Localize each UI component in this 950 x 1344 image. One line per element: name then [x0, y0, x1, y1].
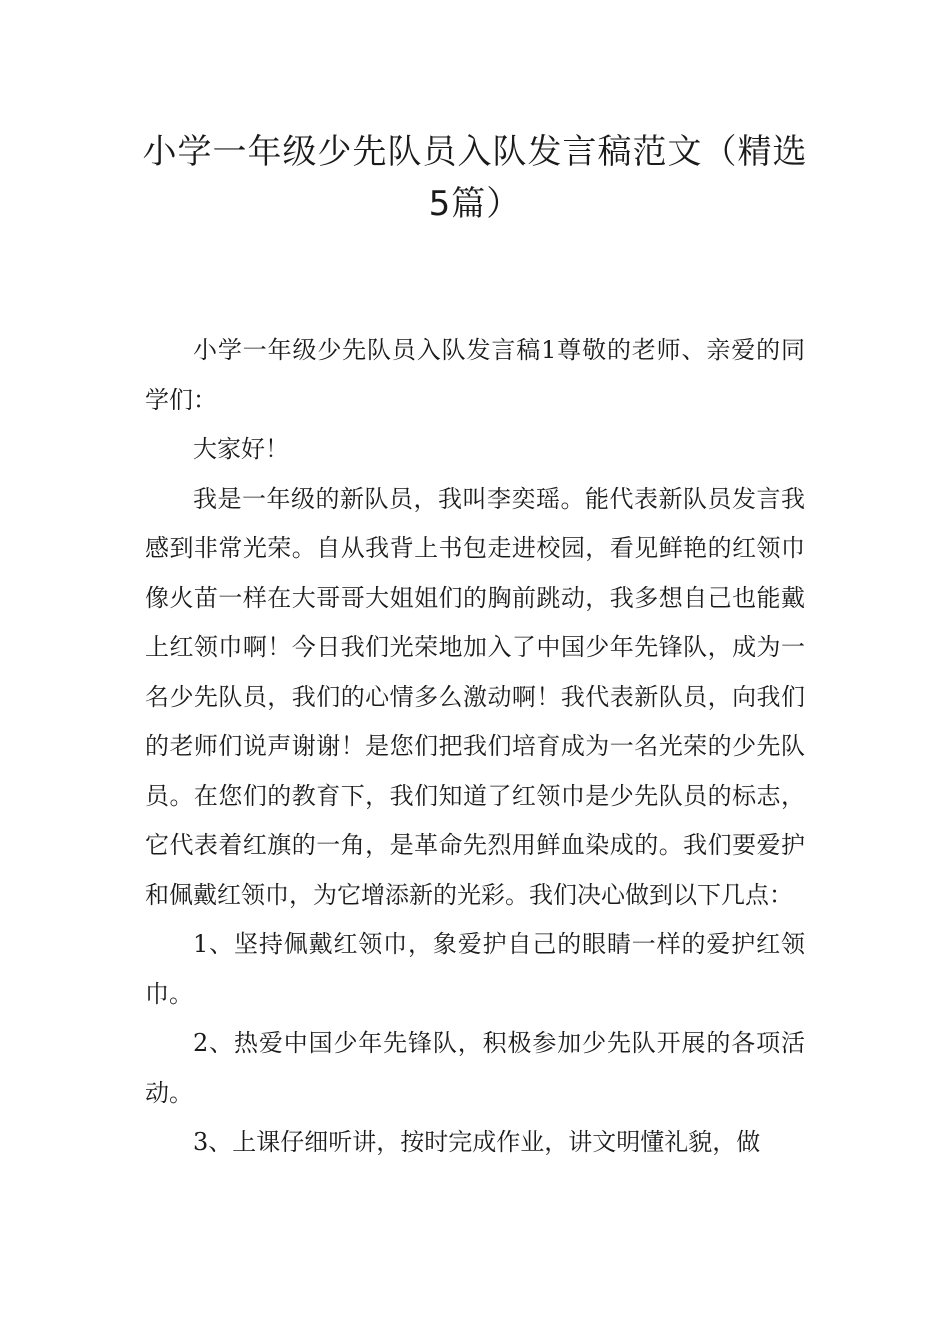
document-title: 小学一年级少先队员入队发言稿范文（精选5篇）: [142, 132, 808, 224]
paragraph-greeting: 小学一年级少先队员入队发言稿1尊敬的老师、亲爱的同学们：: [145, 336, 805, 414]
document-body: [145, 326, 805, 1168]
paragraph-point-2: 2、热爱中国少年先锋队，积极参加少先队开展的各项活动。: [145, 1029, 805, 1107]
paragraph-main-speech: 我是一年级的新队员，我叫李奕瑶。能代表新队员发言我感到非常光荣。自从我背上书包走进校园，看见鲜艳的红领巾像火苗一样在大哥哥大姐姐们的胸前跳动，我多想自己也能戴上红领巾啊！今日我们光荣地加入了中国少年先锋队，成为一名少先队员，我们的心情多么激动啊！我代表新队员，向我们的老师们说声谢谢！是您们把我们培育成为一名光荣的少先队员。在您们的教育下，我们知道了红领巾是少先队员的标志，它代表着红旗的一角，是革命先烈用鲜血染成的。我们要爱护和佩戴红领巾，为它增添新的光彩。我们决心做到以下几点：: [145, 484, 805, 909]
paragraph-point-1: 1、坚持佩戴红领巾，象爱护自己的眼睛一样的爱护红领巾。: [145, 930, 805, 1008]
paragraph-point-3: 3、上课仔细听讲，按时完成作业，讲文明懂礼貌，做: [193, 1128, 761, 1156]
paragraph-hello: 大家好！: [193, 435, 289, 463]
